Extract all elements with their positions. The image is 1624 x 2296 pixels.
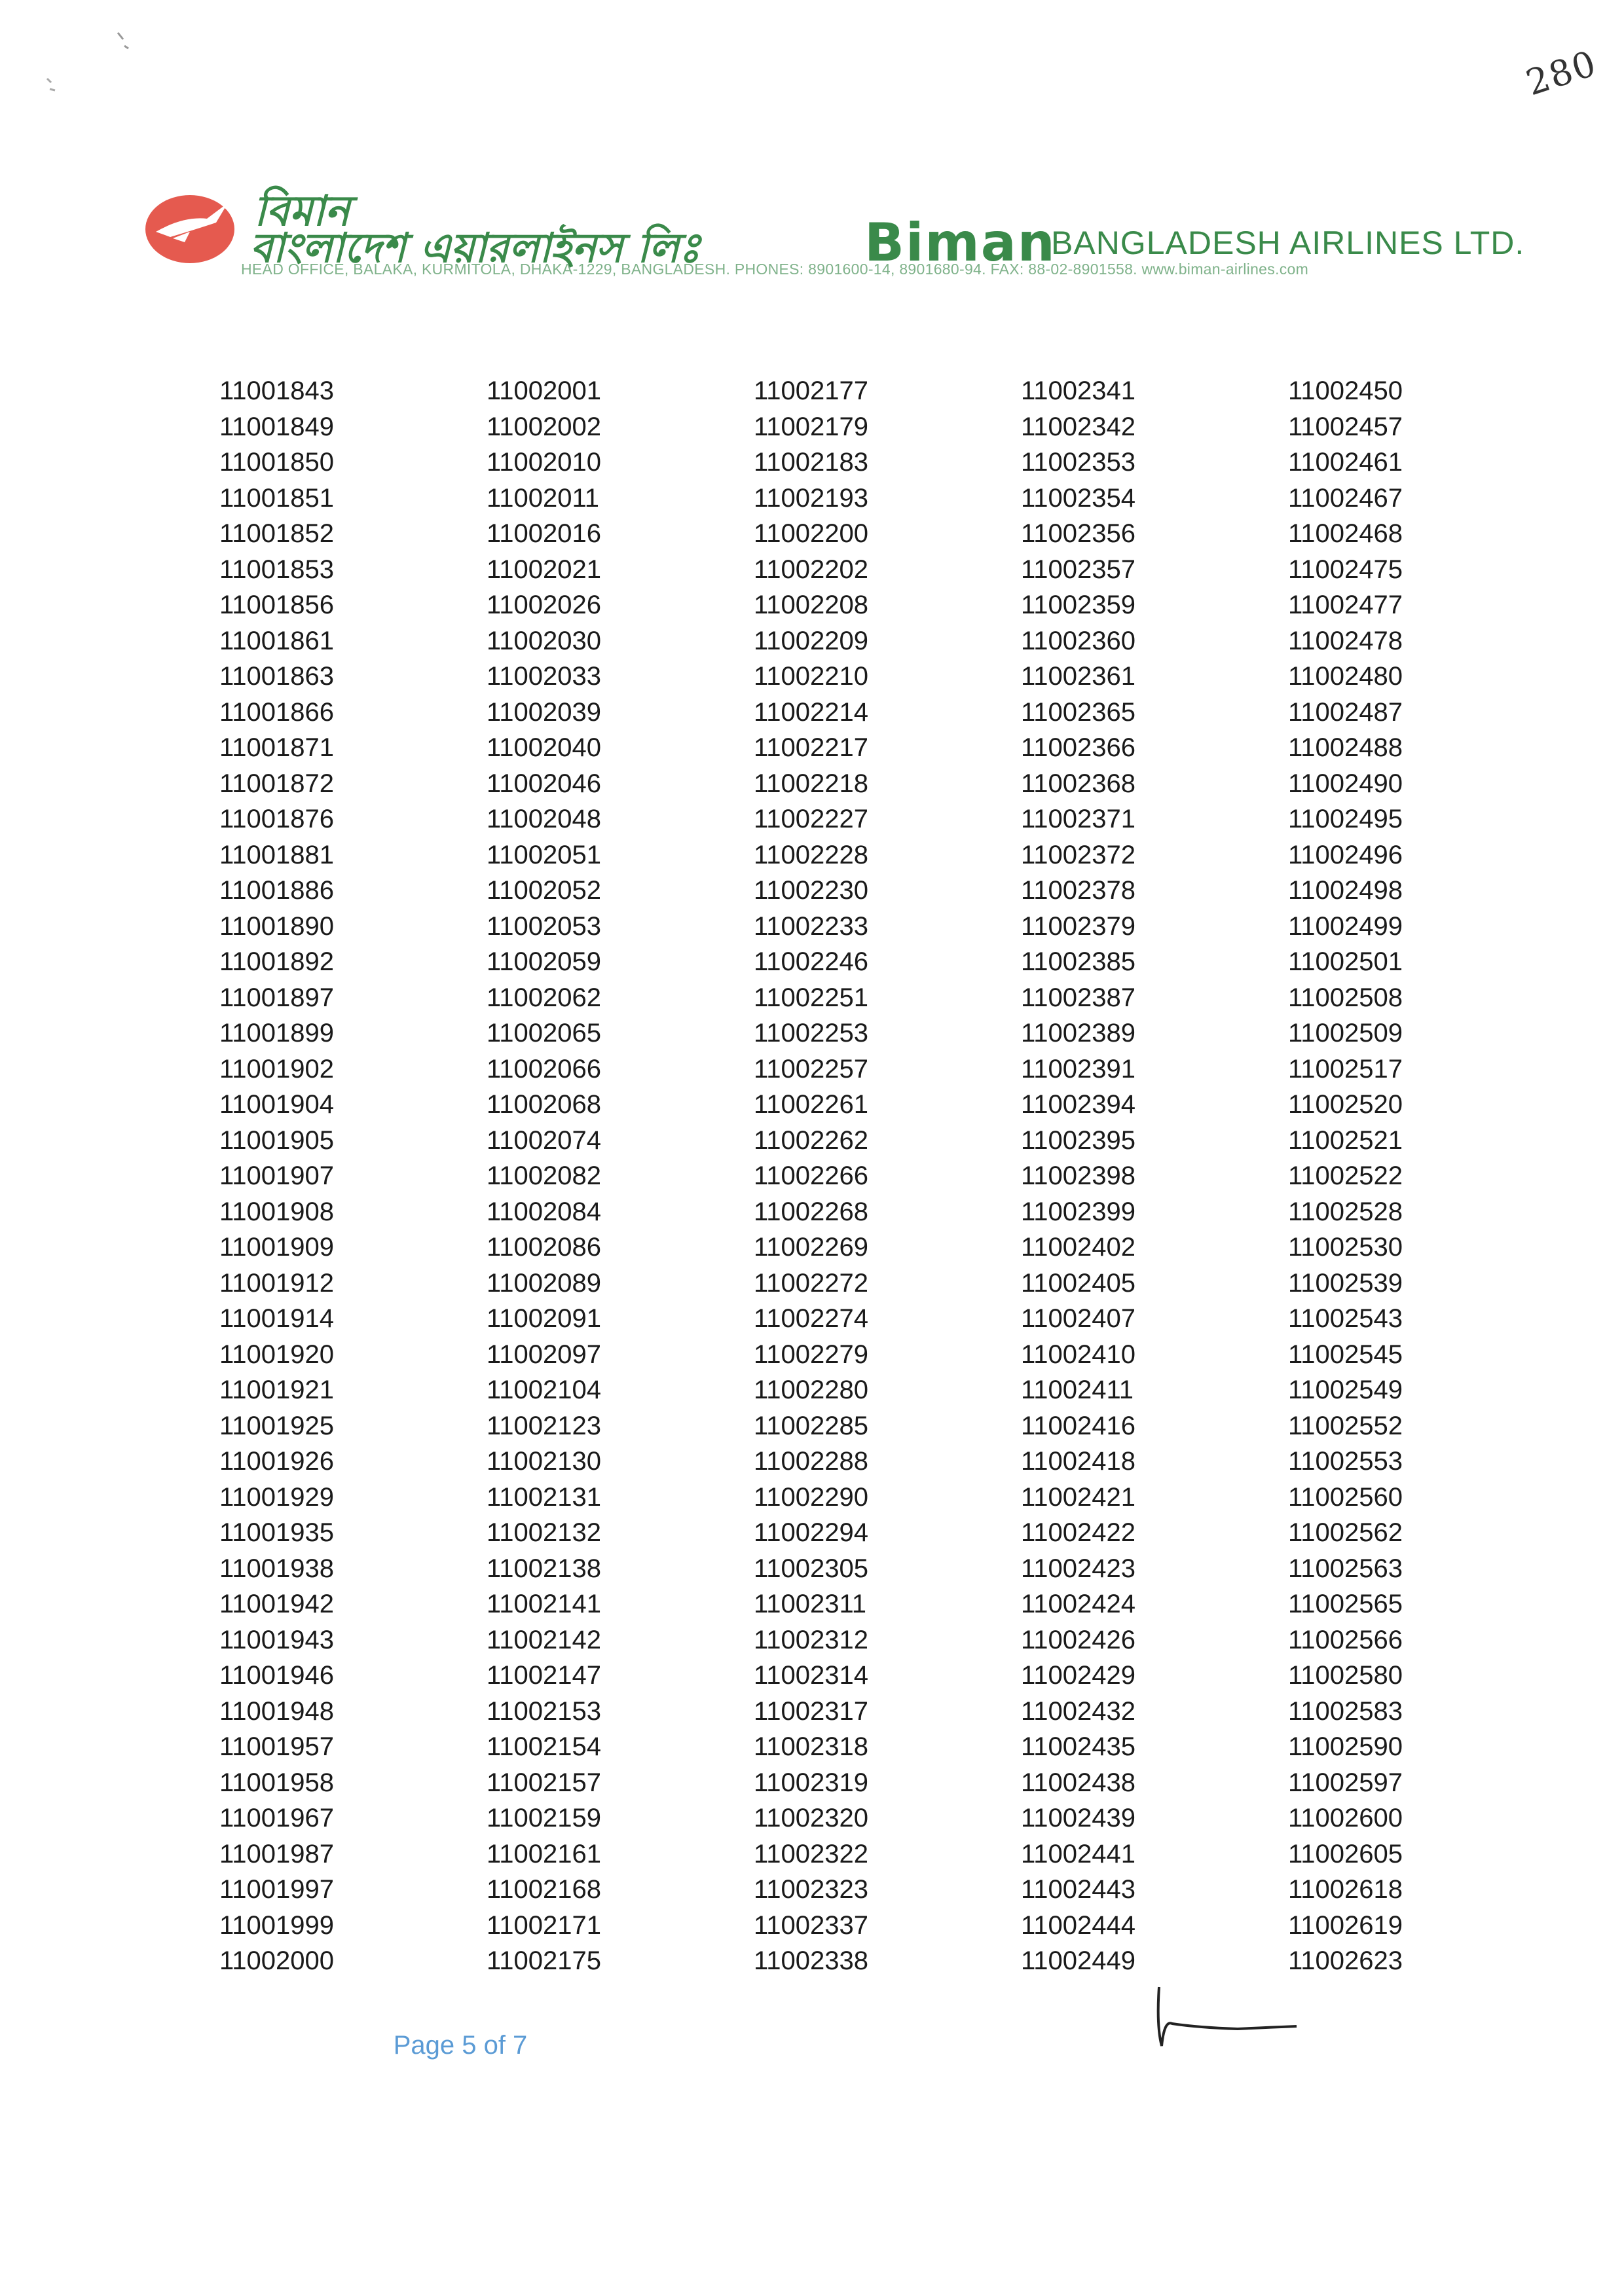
roll-number: 11002371 xyxy=(1021,805,1135,833)
roll-number: 11002323 xyxy=(754,1875,868,1904)
roll-number: 11002509 xyxy=(1288,1019,1403,1048)
roll-number: 11002368 xyxy=(1021,769,1135,798)
roll-number: 11001920 xyxy=(219,1339,334,1369)
roll-number: 11002488 xyxy=(1288,733,1403,762)
roll-number: 11002312 xyxy=(754,1625,868,1654)
roll-number: 11002379 xyxy=(1021,911,1135,941)
roll-number: 11002499 xyxy=(1288,911,1403,941)
roll-number: 11001925 xyxy=(219,1411,334,1440)
roll-number: 11001967 xyxy=(219,1804,334,1832)
roll-number: 11002177 xyxy=(754,376,868,405)
roll-number: 11001902 xyxy=(219,1054,334,1084)
roll-number: 11002416 xyxy=(1021,1411,1135,1440)
roll-number: 11002426 xyxy=(1021,1625,1135,1654)
roll-number: 11002218 xyxy=(754,769,868,798)
roll-number: 11002179 xyxy=(754,412,868,441)
bengali-airline-name-line1: বিমান xyxy=(254,187,350,236)
roll-number: 11001935 xyxy=(219,1518,334,1547)
roll-number: 11002294 xyxy=(754,1518,868,1547)
roll-number: 11002423 xyxy=(1021,1554,1135,1583)
roll-number: 11001938 xyxy=(219,1554,334,1583)
roll-number: 11002353 xyxy=(1021,448,1135,477)
roll-number: 11001853 xyxy=(219,555,334,584)
roll-number: 11001899 xyxy=(219,1019,334,1048)
roll-number: 11001908 xyxy=(219,1197,334,1226)
roll-number: 11002233 xyxy=(754,911,868,941)
roll-number: 11002467 xyxy=(1288,483,1403,513)
roll-number: 11002450 xyxy=(1288,376,1403,405)
roll-number: 11002508 xyxy=(1288,983,1403,1012)
roll-number: 11001872 xyxy=(219,769,334,798)
roll-number: 11002082 xyxy=(487,1161,601,1190)
roll-number: 11002123 xyxy=(487,1411,601,1440)
roll-number: 11002468 xyxy=(1288,519,1403,548)
roll-number: 11002496 xyxy=(1288,840,1403,869)
roll-number: 11002068 xyxy=(487,1090,601,1119)
roll-number: 11002517 xyxy=(1288,1054,1403,1084)
roll-number: 11002157 xyxy=(487,1768,601,1797)
roll-number: 11001997 xyxy=(219,1875,334,1904)
roll-number: 11002104 xyxy=(487,1376,601,1404)
roll-number: 11001912 xyxy=(219,1268,334,1298)
roll-number: 11002565 xyxy=(1288,1590,1403,1618)
roll-number: 11002052 xyxy=(487,876,601,905)
roll-number: 11002341 xyxy=(1021,376,1135,405)
roll-number: 11002183 xyxy=(754,448,868,477)
roll-number: 11002457 xyxy=(1288,412,1403,441)
roll-number: 11001905 xyxy=(219,1125,334,1155)
roll-number: 11002227 xyxy=(754,805,868,833)
roll-number: 11001943 xyxy=(219,1625,334,1654)
roll-number: 11002522 xyxy=(1288,1161,1403,1190)
roll-number: 11002171 xyxy=(487,1910,601,1940)
roll-number: 11002159 xyxy=(487,1804,601,1832)
roll-number: 11002288 xyxy=(754,1447,868,1476)
roll-number: 11002261 xyxy=(754,1090,868,1119)
roll-number: 11002272 xyxy=(754,1268,868,1298)
roll-number: 11001892 xyxy=(219,947,334,976)
roll-number: 11001926 xyxy=(219,1447,334,1476)
roll-number: 11002501 xyxy=(1288,947,1403,976)
roll-number: 11002424 xyxy=(1021,1590,1135,1618)
roll-number: 11001876 xyxy=(219,805,334,833)
roll-number: 11002065 xyxy=(487,1019,601,1048)
roll-number: 11001886 xyxy=(219,876,334,905)
roll-number: 11002208 xyxy=(754,591,868,619)
roll-number: 11002354 xyxy=(1021,483,1135,513)
roll-number: 11002338 xyxy=(754,1946,868,1975)
brand-name: Biman xyxy=(864,212,1056,273)
roll-number: 11002475 xyxy=(1288,555,1403,584)
roll-number: 11002402 xyxy=(1021,1233,1135,1262)
page-footer xyxy=(0,2031,1624,2060)
handwritten-page-number: 280 xyxy=(1521,42,1602,104)
roll-number: 11001958 xyxy=(219,1768,334,1797)
roll-number: 11002000 xyxy=(219,1946,334,1975)
roll-number: 11002153 xyxy=(487,1696,601,1726)
roll-number: 11002549 xyxy=(1288,1376,1403,1404)
roll-number: 11002590 xyxy=(1288,1732,1403,1761)
roll-number: 11002066 xyxy=(487,1054,601,1084)
roll-number: 11002048 xyxy=(487,805,601,833)
roll-number: 11002461 xyxy=(1288,448,1403,477)
roll-number: 11002266 xyxy=(754,1161,868,1190)
roll-number: 11002432 xyxy=(1021,1696,1135,1726)
roll-number: 11002552 xyxy=(1288,1411,1403,1440)
roll-number: 11002279 xyxy=(754,1339,868,1369)
roll-number: 11002418 xyxy=(1021,1447,1135,1476)
roll-number: 11001942 xyxy=(219,1590,334,1618)
roll-number: 11002619 xyxy=(1288,1910,1403,1940)
roll-number: 11002033 xyxy=(487,662,601,691)
roll-number: 11001897 xyxy=(219,983,334,1012)
roll-number: 11001863 xyxy=(219,662,334,691)
roll-number: 11001890 xyxy=(219,911,334,941)
roll-number: 11002521 xyxy=(1288,1125,1403,1155)
roll-number: 11002147 xyxy=(487,1661,601,1690)
roll-number: 11001909 xyxy=(219,1233,334,1262)
roll-number: 11002210 xyxy=(754,662,868,691)
roll-number: 11002175 xyxy=(487,1946,601,1975)
roll-number: 11002290 xyxy=(754,1482,868,1512)
roll-number: 11002618 xyxy=(1288,1875,1403,1904)
roll-number: 11002411 xyxy=(1021,1376,1134,1404)
roll-number: 11001843 xyxy=(219,376,334,405)
roll-number: 11002539 xyxy=(1288,1268,1403,1298)
roll-number: 11002051 xyxy=(487,840,601,869)
roll-number: 11002257 xyxy=(754,1054,868,1084)
roll-number: 11002399 xyxy=(1021,1197,1135,1226)
roll-number: 11002498 xyxy=(1288,876,1403,905)
roll-number: 11002394 xyxy=(1021,1090,1135,1119)
roll-number: 11002337 xyxy=(754,1910,868,1940)
roll-number: 11002490 xyxy=(1288,769,1403,798)
roll-number: 11002360 xyxy=(1021,626,1135,655)
roll-number: 11002230 xyxy=(754,876,868,905)
roll-number: 11001866 xyxy=(219,697,334,727)
roll-number: 11002477 xyxy=(1288,591,1403,619)
roll-number: 11002410 xyxy=(1021,1339,1135,1369)
roll-number: 11002528 xyxy=(1288,1197,1403,1226)
roll-number: 11001999 xyxy=(219,1910,334,1940)
roll-number: 11002228 xyxy=(754,840,868,869)
roll-number: 11002395 xyxy=(1021,1125,1135,1155)
roll-number: 11002441 xyxy=(1021,1839,1135,1868)
roll-number: 11002449 xyxy=(1021,1946,1135,1975)
roll-number: 11002359 xyxy=(1021,591,1135,619)
roll-number: 11002562 xyxy=(1288,1518,1403,1547)
roll-number: 11002214 xyxy=(754,697,868,727)
roll-number: 11002366 xyxy=(1021,733,1135,762)
roll-number: 11002444 xyxy=(1021,1910,1135,1940)
roll-number: 11001851 xyxy=(219,483,334,513)
roll-number: 11002520 xyxy=(1288,1090,1403,1119)
roll-number: 11002487 xyxy=(1288,697,1403,727)
roll-number: 11002322 xyxy=(754,1839,868,1868)
roll-number: 11002268 xyxy=(754,1197,868,1226)
roll-number: 11002597 xyxy=(1288,1768,1403,1797)
roll-number: 11002030 xyxy=(487,626,601,655)
roll-number: 11002600 xyxy=(1288,1804,1403,1832)
roll-number: 11002217 xyxy=(754,733,868,762)
roll-number: 11002543 xyxy=(1288,1304,1403,1333)
roll-number: 11002314 xyxy=(754,1661,868,1690)
roll-number: 11002011 xyxy=(487,483,600,513)
roll-number: 11002154 xyxy=(487,1732,601,1761)
roll-number: 11002583 xyxy=(1288,1696,1403,1726)
roll-number: 11002097 xyxy=(487,1339,601,1369)
roll-number: 11001881 xyxy=(219,840,334,869)
roll-number: 11002141 xyxy=(487,1590,601,1618)
roll-number: 11001849 xyxy=(219,412,334,441)
roll-number: 11002356 xyxy=(1021,519,1135,548)
roll-number: 11002161 xyxy=(487,1839,601,1868)
biman-logo-icon xyxy=(144,190,242,265)
roll-number: 11002209 xyxy=(754,626,868,655)
roll-number: 11002545 xyxy=(1288,1339,1403,1369)
roll-number: 11002480 xyxy=(1288,662,1403,691)
roll-number: 11002084 xyxy=(487,1197,601,1226)
roll-number: 11002605 xyxy=(1288,1839,1403,1868)
roll-number: 11002342 xyxy=(1021,412,1135,441)
roll-number: 11002391 xyxy=(1021,1054,1135,1084)
roll-number: 11002566 xyxy=(1288,1625,1403,1654)
page-number-label: Page 5 of 7 xyxy=(393,2031,528,2060)
roll-number: 11002040 xyxy=(487,733,601,762)
roll-number: 11002305 xyxy=(754,1554,868,1583)
roll-number: 11002269 xyxy=(754,1233,868,1262)
roll-number: 11001987 xyxy=(219,1839,334,1868)
roll-number: 11001861 xyxy=(219,626,334,655)
roll-number: 11002623 xyxy=(1288,1946,1403,1975)
roll-number: 11002130 xyxy=(487,1447,601,1476)
roll-number: 11002253 xyxy=(754,1019,868,1048)
roll-number: 11001914 xyxy=(219,1304,334,1333)
roll-number: 11002438 xyxy=(1021,1768,1135,1797)
roll-number: 11002317 xyxy=(754,1696,868,1726)
roll-number: 11002560 xyxy=(1288,1482,1403,1512)
roll-number: 11001850 xyxy=(219,448,334,477)
roll-number: 11002262 xyxy=(754,1125,868,1155)
roll-number: 11001948 xyxy=(219,1696,334,1726)
roll-number: 11001856 xyxy=(219,591,334,619)
roll-number: 11002202 xyxy=(754,555,868,584)
roll-number: 11002319 xyxy=(754,1768,868,1797)
roll-number: 11002016 xyxy=(487,519,601,548)
roll-number: 11002026 xyxy=(487,591,601,619)
roll-number: 11002246 xyxy=(754,947,868,976)
roll-number: 11001921 xyxy=(219,1376,334,1404)
roll-number: 11002091 xyxy=(487,1304,601,1333)
roll-number: 11002372 xyxy=(1021,840,1135,869)
roll-number: 11001957 xyxy=(219,1732,334,1761)
scan-specks xyxy=(39,26,170,105)
letterhead xyxy=(144,183,1525,288)
roll-number: 11002280 xyxy=(754,1376,868,1404)
roll-number: 11002435 xyxy=(1021,1732,1135,1761)
roll-number: 11002274 xyxy=(754,1304,868,1333)
roll-number: 11001852 xyxy=(219,519,334,548)
roll-number: 11002002 xyxy=(487,412,601,441)
roll-number: 11002443 xyxy=(1021,1875,1135,1904)
roll-number: 11002089 xyxy=(487,1268,601,1298)
roll-number: 11002318 xyxy=(754,1732,868,1761)
roll-number: 11002580 xyxy=(1288,1661,1403,1690)
roll-number: 11002021 xyxy=(487,555,601,584)
roll-number: 11002405 xyxy=(1021,1268,1135,1298)
roll-number: 11002010 xyxy=(487,448,601,477)
roll-number: 11002311 xyxy=(754,1590,867,1618)
roll-number: 11002200 xyxy=(754,519,868,548)
roll-number: 11002530 xyxy=(1288,1233,1403,1262)
roll-number: 11001904 xyxy=(219,1090,334,1119)
roll-number: 11002046 xyxy=(487,769,601,798)
roll-number: 11002062 xyxy=(487,983,601,1012)
roll-number: 11002059 xyxy=(487,947,601,976)
roll-number: 11001929 xyxy=(219,1482,334,1512)
roll-number: 11002365 xyxy=(1021,697,1135,727)
roll-number: 11002478 xyxy=(1288,626,1403,655)
roll-number: 11002421 xyxy=(1021,1482,1135,1512)
airline-name: BANGLADESH AIRLINES LTD. xyxy=(1051,225,1525,261)
roll-number: 11002053 xyxy=(487,911,601,941)
roll-number: 11002193 xyxy=(754,483,868,513)
roll-number: 11002320 xyxy=(754,1804,868,1832)
roll-number: 11002553 xyxy=(1288,1447,1403,1476)
roll-number: 11002132 xyxy=(487,1518,601,1547)
roll-number: 11002357 xyxy=(1021,555,1135,584)
roll-number: 11002001 xyxy=(487,376,601,405)
roll-number: 11002429 xyxy=(1021,1661,1135,1690)
roll-number: 11002378 xyxy=(1021,876,1135,905)
roll-number: 11002398 xyxy=(1021,1161,1135,1190)
roll-number: 11002495 xyxy=(1288,805,1403,833)
roll-number: 11002138 xyxy=(487,1554,601,1583)
roll-number: 11002285 xyxy=(754,1411,868,1440)
roll-number: 11002563 xyxy=(1288,1554,1403,1583)
roll-number: 11002422 xyxy=(1021,1518,1135,1547)
roll-number: 11002385 xyxy=(1021,947,1135,976)
roll-number: 11001907 xyxy=(219,1161,334,1190)
roll-number: 11001871 xyxy=(219,733,334,762)
roll-number: 11002131 xyxy=(487,1482,601,1512)
roll-number: 11001946 xyxy=(219,1661,334,1690)
bengali-airline-name-line2: বাংলাদেশ এয়ারলাইনস লিঃ xyxy=(250,224,701,272)
roll-number: 11002387 xyxy=(1021,983,1135,1012)
roll-number: 11002168 xyxy=(487,1875,601,1904)
roll-number: 11002039 xyxy=(487,697,601,727)
roll-number: 11002142 xyxy=(487,1625,601,1654)
roll-number: 11002086 xyxy=(487,1233,601,1262)
roll-number: 11002361 xyxy=(1021,662,1135,691)
roll-number-list xyxy=(219,373,1555,1979)
roll-number: 11002074 xyxy=(487,1125,601,1155)
roll-number: 11002389 xyxy=(1021,1019,1135,1048)
roll-number: 11002439 xyxy=(1021,1804,1135,1832)
roll-number: 11002251 xyxy=(754,983,868,1012)
roll-number: 11002407 xyxy=(1021,1304,1135,1333)
head-office-address: HEAD OFFICE, BALAKA, KURMITOLA, DHAKA-1229, BANGLADESH. PHONES: 8901600-14, 8901680-94. FAX: 88-02-8901558. www.biman-airlines.com xyxy=(241,261,1309,278)
